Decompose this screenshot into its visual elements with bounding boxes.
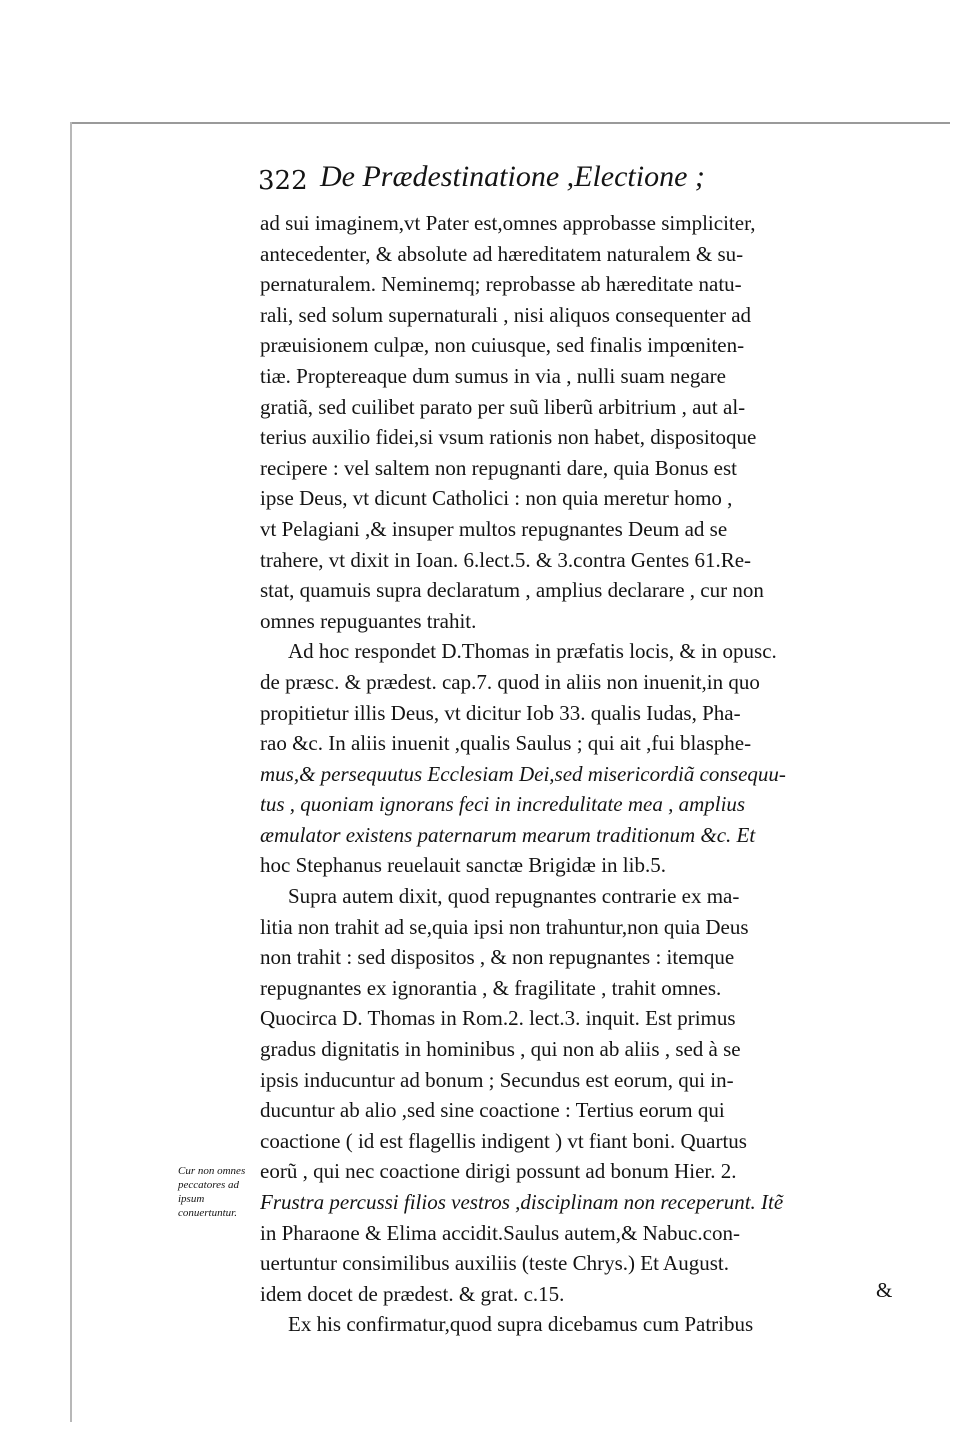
text-line: Supra autem dixit, quod repugnantes contrarie ex ma- [288,884,740,909]
page-number: 322 [258,166,308,196]
text-line: ad sui imaginem,vt Pater est,omnes approbasse simpliciter, [260,211,756,235]
text-line: Quocirca D. Thomas in Rom.2. lect.3. inquit. Est primus [260,1006,736,1031]
text-line: terius auxilio fidei,si vsum rationis non habet, dispositoque [260,425,757,450]
text-line: gradus dignitatis in hominibus , qui non ab aliis , sed à se [260,1037,741,1062]
text-line: tiæ. Proptereaque dum sumus in via , nulli suam negare [260,363,726,388]
text-line: Ex his confirmatur,quod supra dicebamus cum Patribus [288,1312,754,1337]
text-line: æmulator existens paternarum mearum traditionum &c. Et [260,822,756,847]
text-line: omnes repuguantes trahit. [260,608,477,633]
text-line: coactione ( id est flagellis indigent ) vt fiant boni. Quartus [260,1128,747,1153]
text-line: Frustra percussi filios vestros ,disciplinam non receperunt. Itẽ [260,1190,784,1214]
text-line: antecedenter, & absolute ad hæreditatem naturalem & su- [260,241,744,266]
text-line: de præsc. & prædest. cap.7. quod in aliis non inuenit,in quo [260,669,760,694]
text-line: ipse Deus, vt dicunt Catholici : non quia meretur homo , [260,486,733,511]
text-line: rao &c. In aliis inuenit ,qualis Saulus ; qui ait ,fui blasphe- [260,731,752,756]
text-line: trahere, vt dixit in Ioan. 6.lect.5. & 3.contra Gentes 61.Re- [260,547,752,572]
text-line: ducuntur ab alio ,sed sine coactione : Tertius eorum qui [260,1098,725,1123]
running-title: De Prædestinatione ,Electione ; [320,160,705,193]
text-line: non trahit : sed dispositos , & non repugnantes : itemque [260,945,735,970]
text-line: repugnantes ex ignorantia , & fragilitate , trahit omnes. [260,975,722,1000]
page-header [258,160,858,206]
text-line: stat, quamuis supra declaratum , amplius declarare , cur non [260,578,764,603]
text-line: hoc Stephanus reuelauit sanctæ Brigidæ in lib.5. [260,853,666,878]
text-line: gratiã, sed cuilibet parato per suũ liberũ arbitrium , aut al- [260,394,746,419]
text-line: idem docet de prædest. & grat. c.15. [260,1281,565,1306]
text-line: litia non trahit ad se,quia ipsi non trahuntur,non quia Deus [260,914,749,939]
text-line: pernaturalem. Neminemq; reprobasse ab hæreditate natu- [260,272,742,297]
text-line: recipere : vel saltem non repugnanti dare, quia Bonus est [260,455,738,480]
text-line: in Pharaone & Elima accidit.Saulus autem,& Nabuc.con- [260,1220,740,1245]
text-line: eorũ , qui nec coactione dirigi possunt ad bonum Hier. 2. [260,1159,737,1184]
text-line: præuisionem culpæ, non cuiusque, sed finalis impœniten- [260,333,745,358]
text-line: ipsis inducuntur ad bonum ; Secundus est eorum, qui in- [260,1067,734,1092]
margin-note: Cur non omnes peccatores ad ipsum conuertuntur. [178,1165,246,1219]
text-line: uertuntur consimilibus auxiliis (teste Chrys.) Et August. [260,1251,729,1276]
scan-border-top [70,122,950,124]
text-line: rali, sed solum supernaturali , nisi aliquos consequenter ad [260,302,752,327]
text-line: tus , quoniam ignorans feci in incredulitate mea , amplius [260,792,746,817]
text-line: propitietur illis Deus, vt dicitur Iob 33. qualis Iudas, Pha- [260,700,741,725]
text-line: mus,& persequutus Ecclesiam Dei,sed misericordiã consequu- [260,761,786,786]
text-line: vt Pelagiani ,& insuper multos repugnantes Deum ad se [260,516,728,541]
catchword: & [876,1278,893,1302]
text-line: Ad hoc respondet D.Thomas in præfatis locis, & in opusc. [288,639,777,664]
scan-border-left [70,122,72,1422]
body-text [260,208,915,1340]
